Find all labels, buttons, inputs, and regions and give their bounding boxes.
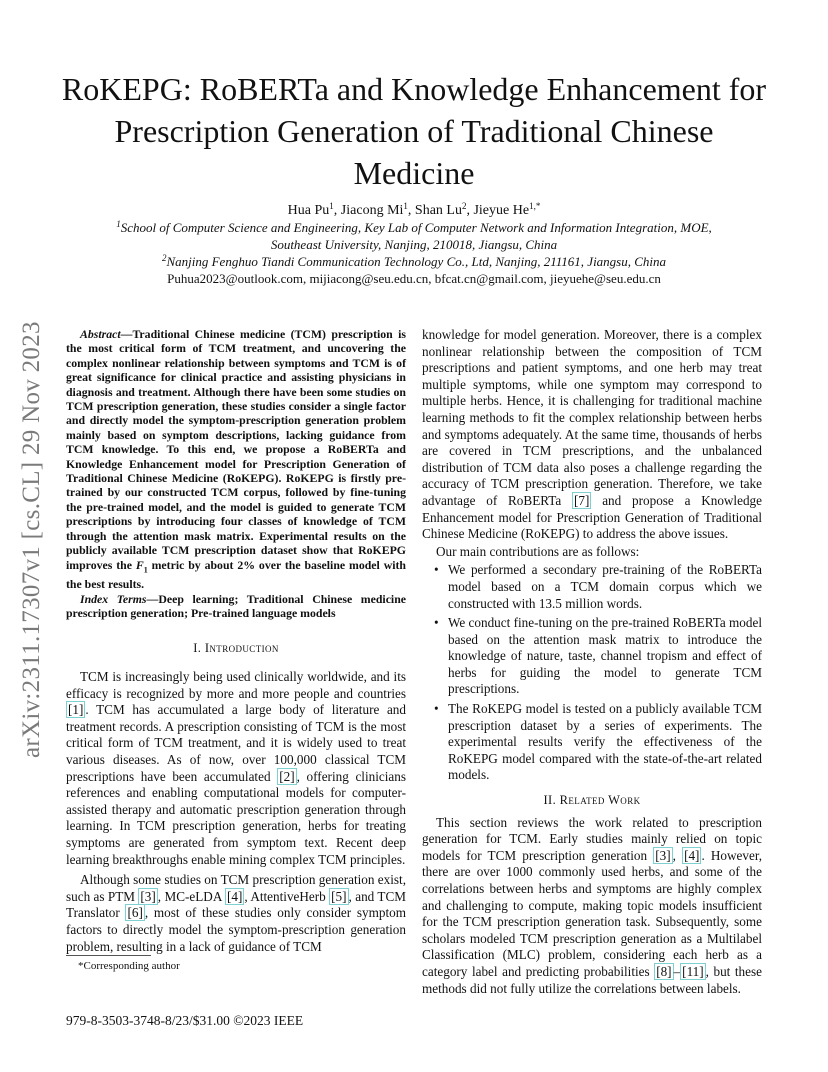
footnote-divider	[66, 955, 151, 956]
citation-link[interactable]: [7]	[574, 492, 590, 508]
author-name: Shan Lu	[414, 203, 462, 218]
list-item: • We conduct fine-tuning on the pre-trained RoBERTa model based on the attention mask matrix to introduce the knowledge of nature, taste, channel tropism and effect of herbs for guiding the model to generate TCM prescriptions.	[434, 615, 762, 697]
section-heading-introduction: I. Introduction	[193, 641, 279, 656]
affiliation-mark: 2	[161, 253, 167, 263]
right-column	[422, 327, 762, 997]
citation-link[interactable]: [8]	[656, 963, 672, 979]
citation-link[interactable]: [5]	[331, 888, 347, 904]
index-terms-text: —Deep learning; Traditional Chinese medicine prescription generation; Pre-trained language models	[66, 591, 407, 621]
author-affiliation-mark: 1	[329, 201, 334, 211]
affiliation-line: Southeast University, Nanjing, 210018, Jiangsu, China	[270, 237, 558, 252]
paper-title: RoKEPG: RoBERTa and Knowledge Enhancement for Prescription Generation of Traditional Chinese Medicine	[61, 71, 767, 191]
index-terms	[66, 592, 406, 621]
index-terms-label: Index Terms	[80, 591, 147, 606]
author-affiliation-mark: 1	[403, 201, 408, 211]
arxiv-side-identifier: arXiv:2311.17307v1 [cs.CL] 29 Nov 2023	[18, 321, 45, 758]
author-emails: Puhua2023@outlook.com, mijiacong@seu.edu.cn, bfcat.cn@gmail.com, jieyuehe@seu.edu.cn	[167, 271, 661, 286]
intro-paragraph-1: TCM is increasingly being used clinically worldwide, and its efficacy is recognized by more and more people and countries [1] . TCM has accumulated a large body of literature and treatment records. A prescription consisting of TCM is the most critical form of TCM treatment, and it is widely used to treat various diseases. As of now, over 100,000 classical TCM prescriptions have been accumulated [2] , offering clinicians references and enabling computational models for computer-assisted therapy and automatic prescription generation through learning. In TCM prescription generation, herbs for treating symptoms are generated from symptom text. Recent deep learning breakthroughs enable mining complex TCM principles.	[66, 669, 406, 867]
intro-paragraph-3: knowledge for model generation. Moreover, there is a complex nonlinear relationship between the composition of TCM prescriptions and patient symptoms, and one herb may treat multiple symptoms, while one symptom may correspond to multiple herbs. Hence, it is challenging for traditional machine learning methods to fit the complex relationship between herbs and symptoms adequately. At the same time, thousands of herbs are covered in TCM prescriptions, and the unbalanced distribution of TCM data also poses a challenge regarding the accuracy of TCM prescription generation. Therefore, we take advantage of RoBERTa [7] and propose a Knowledge Enhancement model for Prescription Generation of Traditional Chinese Medicine (RoKEPG) to address the above issues.	[422, 327, 762, 542]
affiliation-line: School of Computer Science and Engineering, Key Lab of Computer Network and Information Integration, MOE,	[120, 220, 712, 235]
contributions-list	[422, 562, 762, 784]
bullet-icon: •	[434, 701, 439, 717]
affiliation-line: Nanjing Fenghuo Tiandi Communication Technology Co., Ltd, Nanjing, 211161, Jiangsu, China	[166, 254, 667, 269]
affiliation-mark: 1	[116, 219, 121, 229]
author-list: Hua Pu$^1$, Jiacong Mi$^1$, Shan Lu$^2$, Jieyue $He^{1,*}$	[287, 201, 541, 218]
related-paragraph-1: This section reviews the work related to prescription generation for TCM. Early studies mainly relied on topic models for TCM prescription generation [3] , [4] . However, there are over 1000 commonly used herbs, and some of the correlations between herbs and symptoms are highly complex and challenging to compute, making topic models insufficient for the TCM prescription generation task. Subsequently, some scholars modeled TCM prescription generation as a Multilabel Classification (MLC) problem, considering each herb as a category label and predicting probabilities [8] – [11] , but these methods did not fully utilize the correlations between labels.	[422, 814, 763, 996]
copyright-notice: 979-8-3503-3748-8/23/$31.00 ©2023 IEEE	[66, 1013, 304, 1028]
citation-link[interactable]: [11]	[682, 963, 704, 979]
citation-link[interactable]: [3]	[655, 847, 671, 863]
abstract-text-end: metric by about 2% over the baseline model with the best results.	[66, 557, 406, 592]
citation-link[interactable]: [4]	[684, 847, 700, 863]
citation-link[interactable]: [3]	[140, 888, 156, 904]
contributions-intro: Our main contributions are as follows:	[436, 543, 640, 559]
abstract-label: Abstract	[80, 327, 121, 341]
citation-link[interactable]: [6]	[127, 905, 143, 921]
abstract-metric-subscript: 1	[143, 564, 148, 574]
citation-link[interactable]: [4]	[227, 888, 243, 904]
author-name: Jiacong Mi	[340, 203, 404, 218]
intro-paragraph-2: Although some studies on TCM prescription generation exist, such as PTM [3] , MC-eLDA [4] , AttentiveHerb [5] , and TCM Translator [6] , most of these studies only consider symptom factors to directly model the symptom-prescription generation problem, resulting in a lack of guidance of TCM	[66, 872, 406, 954]
list-item: • The RoKEPG model is tested on a publicly available TCM prescription dataset by a series of experiments. The experimental results verify the effectiveness of the RoKEPG model compared with the state-of-the-art related models.	[434, 701, 762, 783]
affiliation-1	[60, 219, 768, 253]
left-column	[66, 327, 406, 955]
bullet-icon: •	[434, 562, 439, 578]
affiliation-2	[60, 253, 768, 270]
citation-link[interactable]: [1]	[68, 702, 84, 718]
abstract-text: —Traditional Chinese medicine (TCM) prescription is the most critical form of TCM treatment, and uncovering the complex nonlinear relationship between symptoms and TCM is of great significance for clinical practice and assisting physicians in diagnosis and treatment. Although there have been some studies on TCM prescription generation, these studies consider a single factor and directly model the symptom-prescription generation problem mainly based on symptom descriptions, lacking guidance from TCM knowledge. To this end, we propose a RoBERTa and Knowledge Enhancement model for Prescription Generation of Traditional Chinese Medicine (RoKEPG). RoKEPG is firstly pre-trained by our constructed TCM corpus, followed by fine-tuning the pre-trained model, and the model is guided to generate TCM prescriptions by introducing four classes of knowledge of TCM through the attention mask matrix. Experimental results on the publicly available TCM prescription dataset show that RoKEPG improves the	[66, 327, 406, 572]
abstract	[66, 327, 406, 592]
footnote: *Corresponding author	[78, 960, 180, 972]
author-affiliation-mark: 2	[461, 201, 467, 211]
list-item: • We performed a secondary pre-training of the RoBERTa model based on a TCM domain corpus which we constructed with 13.5 million words.	[434, 562, 762, 611]
author-affiliation-mark: 1,*	[529, 201, 541, 211]
bullet-icon: •	[434, 615, 439, 631]
author-name: Jieyue He	[473, 203, 530, 218]
section-heading-related-work: II. Related Work	[543, 793, 641, 808]
author-name: Hua Pu	[287, 203, 330, 218]
citation-link[interactable]: [2]	[279, 768, 295, 784]
abstract-metric: F	[135, 557, 144, 572]
